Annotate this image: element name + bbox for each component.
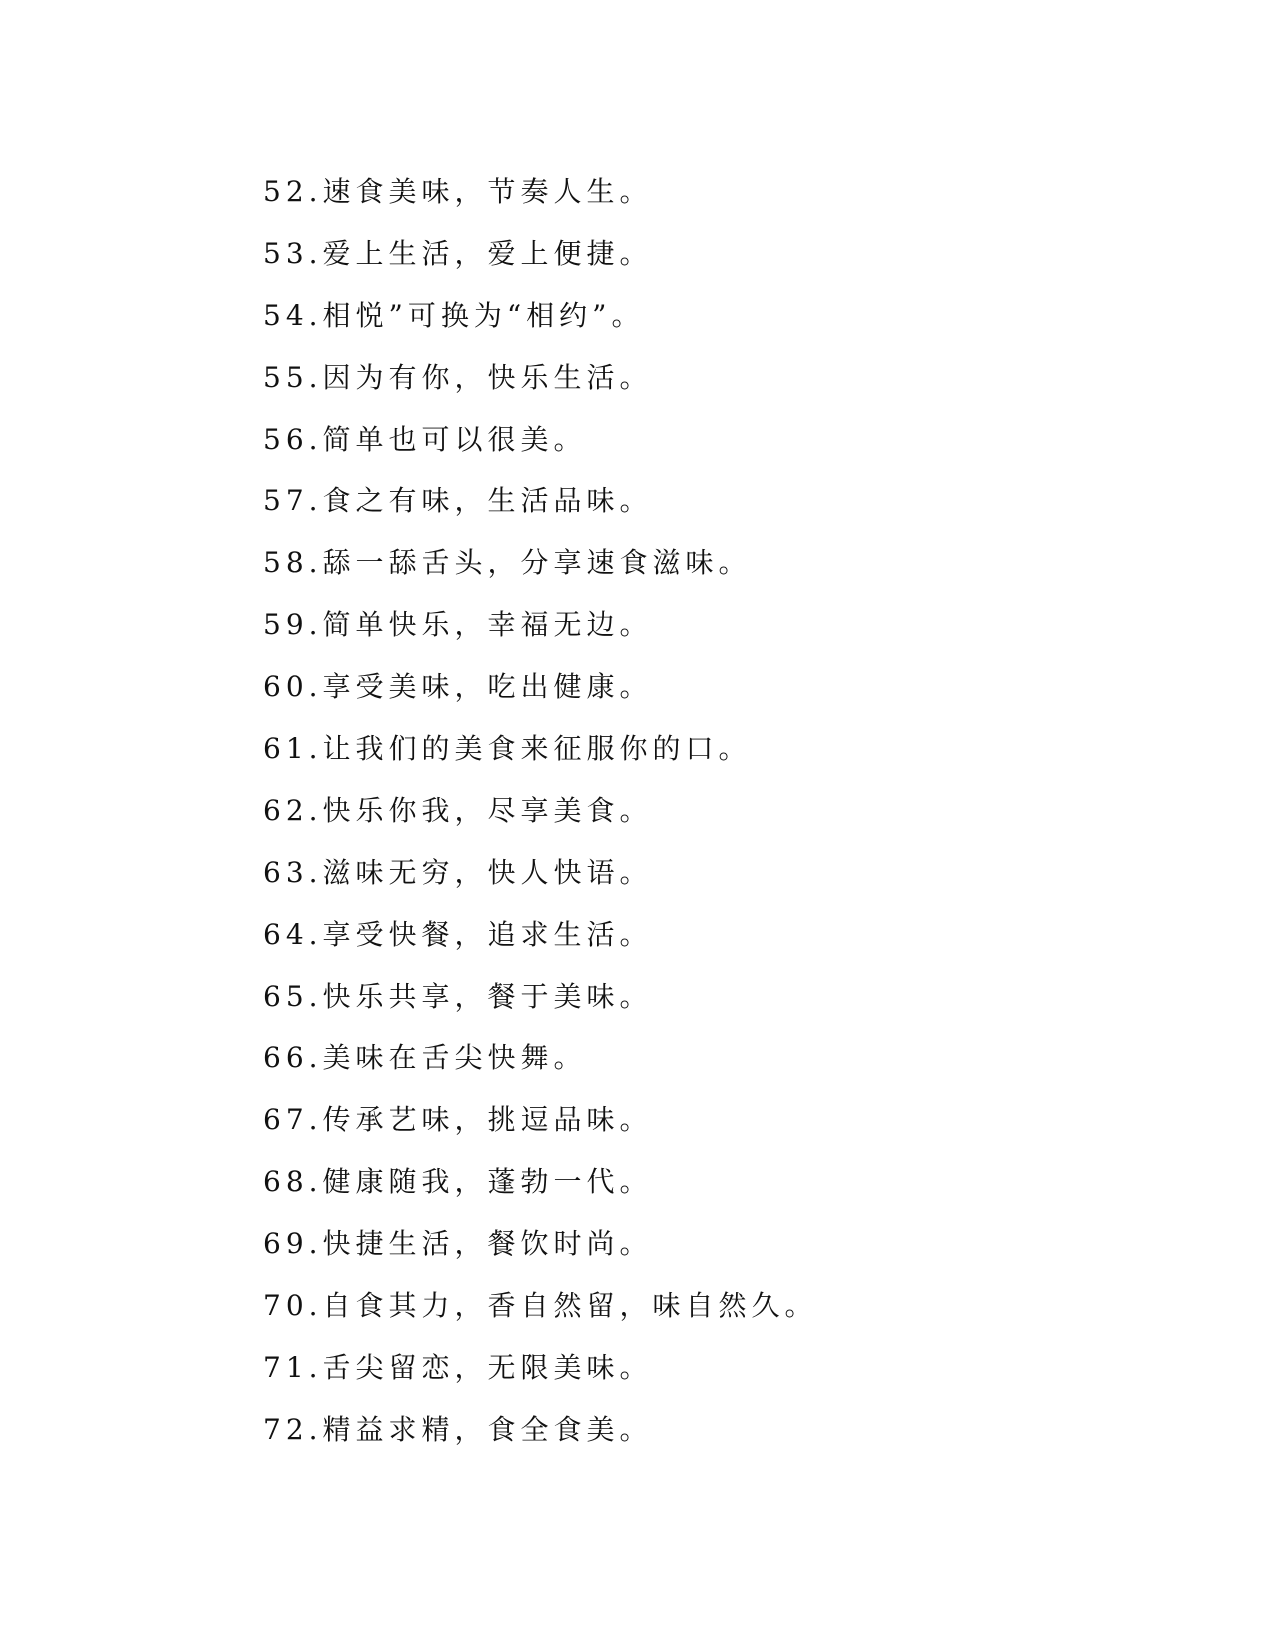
list-item: 63.滋味无穷，快人快语。 — [263, 855, 653, 889]
list-item: 64.享受快餐，追求生活。 — [263, 917, 653, 951]
list-item: 55.因为有你，快乐生活。 — [263, 360, 653, 394]
list-item: 66.美味在舌尖快舞。 — [263, 1041, 587, 1075]
list-item: 67.传承艺味，挑逗品味。 — [263, 1103, 653, 1137]
list-item: 56.简单也可以很美。 — [263, 422, 587, 456]
list-item: 60.享受美味，吃出健康。 — [263, 670, 653, 704]
list-item: 57.食之有味，生活品味。 — [263, 484, 653, 518]
list-item: 68.健康随我，蓬勃一代。 — [263, 1165, 653, 1199]
list-item: 59.简单快乐，幸福无边。 — [263, 608, 653, 642]
list-item: 54.相悦”可换为“相约”。 — [263, 298, 645, 332]
list-item: 70.自食其力，香自然留，味自然久。 — [263, 1289, 818, 1323]
list-item: 69.快捷生活，餐饮时尚。 — [263, 1227, 653, 1261]
slogan-list — [263, 170, 818, 1470]
list-item: 72.精益求精，食全食美。 — [263, 1412, 653, 1446]
list-item: 65.快乐共享，餐于美味。 — [263, 979, 653, 1013]
list-item: 61.让我们的美食来征服你的口。 — [263, 732, 752, 766]
list-item: 52.速食美味，节奏人生。 — [263, 175, 653, 208]
list-item: 71.舌尖留恋，无限美味。 — [263, 1350, 653, 1384]
list-item: 53.爱上生活，爱上便捷。 — [263, 236, 653, 270]
list-item: 58.舔一舔舌头，分享速食滋味。 — [263, 546, 752, 580]
list-item: 62.快乐你我，尽享美食。 — [263, 793, 653, 827]
